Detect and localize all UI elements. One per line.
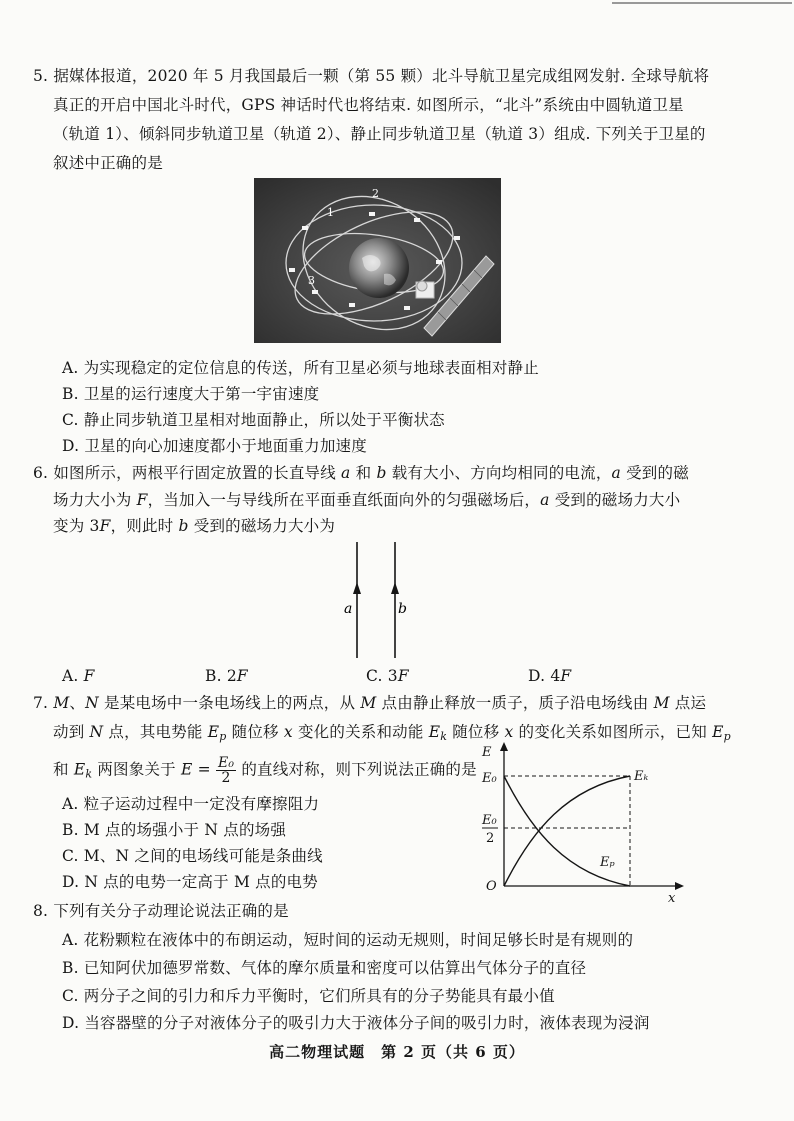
ep-label: Eₚ <box>600 855 615 870</box>
origin-label: O <box>486 879 497 894</box>
q6-stem-line-2: 场力大小为 F，当加入一与导线所在平面垂直纸面向外的匀强磁场后，a 受到的磁场力大小 <box>53 491 681 509</box>
e0-label: E₀ <box>482 771 497 786</box>
q5-stem-line-3: （轨道 1）、倾斜同步轨道卫星（轨道 2）、静止同步轨道卫星（轨道 3）组成. 下列关于卫星的 <box>53 125 706 143</box>
q5-stem-line-4: 叙述中正确的是 <box>53 154 163 172</box>
q8-option-b: B. 已知阿伏加德罗常数、气体的摩尔质量和密度可以估算出气体分子的直径 <box>62 959 587 977</box>
q8-stem: 8. 下列有关分子动理论说法正确的是 <box>33 902 289 920</box>
beidou-satellite-figure <box>254 178 501 343</box>
q6-option-b: B. 2F <box>205 667 248 685</box>
q6-option-a: A. F <box>62 667 95 685</box>
energy-displacement-graph <box>472 740 694 905</box>
page-footer: 高二物理试题 第 2 页（共 6 页） <box>269 1043 525 1061</box>
current-arrow-a-icon <box>353 582 361 594</box>
half-e0-numerator: E₀ <box>482 813 497 828</box>
y-axis-arrow-icon <box>500 742 508 751</box>
q7-stem-line-2: 动到 N 点，其电势能 $E_p$ 随位移 x 变化的关系和动能 $E_k$ 随位移 x 的变化关系如图所示，已知 $E_p$ <box>53 723 731 743</box>
q5-option-d: D. 卫星的向心加速度都小于地面重力加速度 <box>62 437 367 455</box>
x-axis-label: x <box>668 891 676 905</box>
q6-option-d: D. 4F <box>528 667 572 685</box>
q8-option-c: C. 两分子之间的引力和斥力平衡时，它们所具有的分子势能具有最小值 <box>62 987 555 1005</box>
q5-stem-line-1: 5. 据媒体报道，2020 年 5 月我国最后一颗（第 55 颗）北斗导航卫星完成组网发射. 全球导航将 <box>33 67 710 85</box>
wire-label-a: a <box>344 601 353 617</box>
q6-option-c: C. 3F <box>366 667 409 685</box>
q5-stem-line-2: 真正的开启中国北斗时代，GPS 神话时代也将结束. 如图所示，“北斗”系统由中圆轨道卫星 <box>53 96 684 114</box>
orbit-label-1: 1 <box>327 206 334 219</box>
q6-stem-line-1: 6. 如图所示，两根平行固定放置的长直导线 a 和 b 载有大小、方向均相同的电流，a 受到的磁 <box>33 464 689 482</box>
orbit-label-3: 3 <box>308 274 315 287</box>
x-axis-arrow-icon <box>675 882 684 890</box>
y-axis-label: E <box>482 745 492 760</box>
half-e0-denominator: 2 <box>486 831 495 846</box>
q7-stem-line-1: 7. M、N 是某电场中一条电场线上的两点，从 M 点由静止释放一质子，质子沿电场线由 M 点运 <box>33 694 707 712</box>
wire-label-b: b <box>398 601 407 617</box>
q7-option-a: A. 粒子运动过程中一定没有摩擦阻力 <box>62 795 320 813</box>
parallel-wires-figure <box>335 540 425 662</box>
top-rule <box>612 2 792 4</box>
q7-option-d: D. N 点的电势一定高于 M 点的电势 <box>62 873 318 891</box>
q6-stem-line-3: 变为 3F，则此时 b 受到的磁场力大小为 <box>53 517 336 535</box>
orbit-label-2: 2 <box>372 187 379 200</box>
ek-label: Eₖ <box>634 769 649 784</box>
q5-option-b: B. 卫星的运行速度大于第一宇宙速度 <box>62 385 320 403</box>
q7-stem-line-3: 和 $E_k$ 两图象关于 E = $\frac{\text{E₀}}{2}$ 的直线对称，则下列说法正确的是 <box>53 755 477 786</box>
q5-option-c: C. 静止同步轨道卫星相对地面静止，所以处于平衡状态 <box>62 411 445 429</box>
q8-option-d: D. 当容器壁的分子对液体分子的吸引力大于液体分子间的吸引力时，液体表现为浸润 <box>62 1014 650 1032</box>
q8-option-a: A. 花粉颗粒在液体中的布朗运动，短时间的运动无规则，时间足够长时是有规则的 <box>62 931 634 949</box>
current-arrow-b-icon <box>391 582 399 594</box>
q7-option-b: B. M 点的场强小于 N 点的场强 <box>62 821 287 839</box>
q5-option-a: A. 为实现稳定的定位信息的传送，所有卫星必须与地球表面相对静止 <box>62 359 539 377</box>
earth-icon <box>349 238 409 298</box>
q7-option-c: C. M、N 之间的电场线可能是条曲线 <box>62 847 323 865</box>
